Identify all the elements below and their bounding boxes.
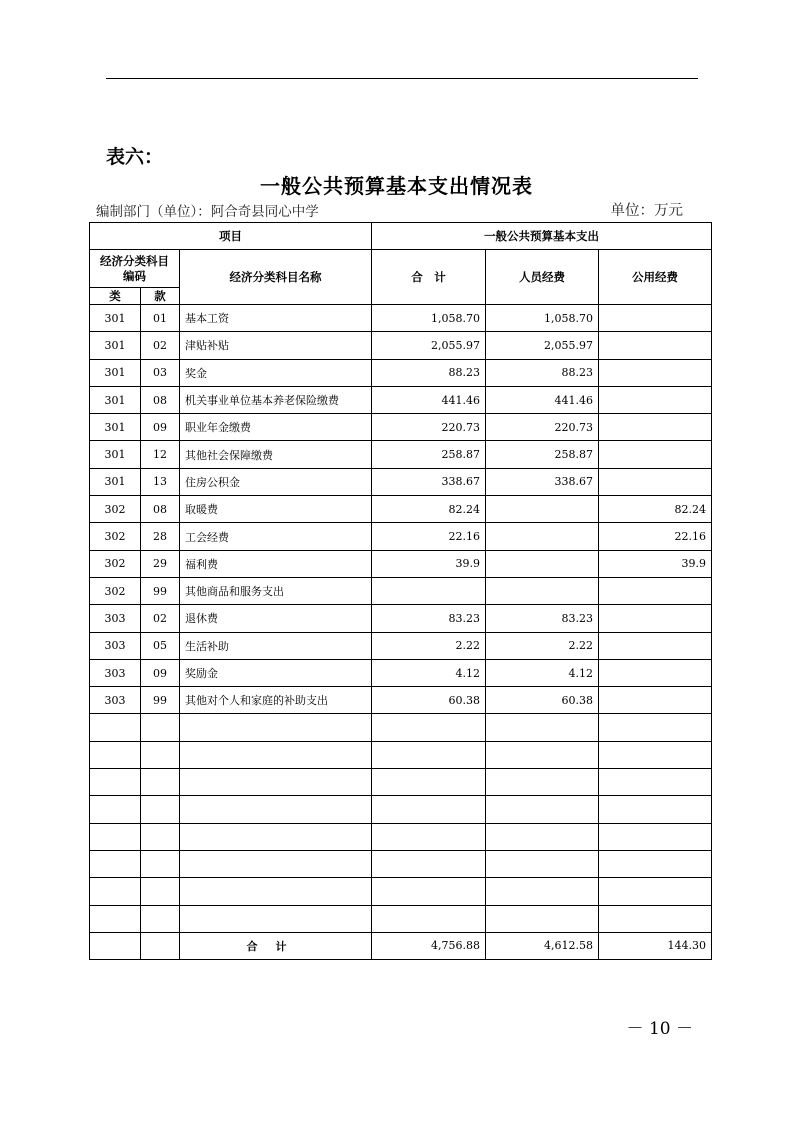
class-code-cell — [90, 741, 141, 768]
section-code-cell — [141, 796, 180, 823]
header-class: 类 — [90, 288, 141, 305]
table-row — [90, 850, 712, 877]
public-cell — [599, 878, 712, 905]
total-cell — [372, 769, 486, 796]
item-name-cell — [180, 878, 372, 905]
total-cell: 441.46 — [372, 386, 486, 413]
table-label: 表六： — [106, 146, 164, 168]
total-cell: 2,055.97 — [372, 332, 486, 359]
public-cell — [599, 468, 712, 495]
public-cell — [599, 741, 712, 768]
class-code-cell: 301 — [90, 305, 141, 332]
totals-blank-cell — [141, 932, 180, 959]
class-code-cell: 303 — [90, 687, 141, 714]
total-cell: 220.73 — [372, 414, 486, 441]
public-cell — [599, 359, 712, 386]
section-code-cell — [141, 850, 180, 877]
total-cell — [372, 878, 486, 905]
section-code-cell: 02 — [141, 605, 180, 632]
class-code-cell: 301 — [90, 332, 141, 359]
item-name-cell: 其他对个人和家庭的补助支出 — [180, 687, 372, 714]
header-code-group: 经济分类科目编码 — [90, 250, 180, 288]
total-cell: 39.9 — [372, 550, 486, 577]
total-cell — [372, 577, 486, 604]
personnel-cell: 60.38 — [486, 687, 599, 714]
item-name-cell: 奖金 — [180, 359, 372, 386]
section-code-cell: 29 — [141, 550, 180, 577]
header-personnel: 人员经费 — [486, 250, 599, 305]
public-cell — [599, 905, 712, 932]
header-name: 经济分类科目名称 — [180, 250, 372, 305]
personnel-cell: 2.22 — [486, 632, 599, 659]
total-cell — [372, 714, 486, 741]
section-code-cell: 08 — [141, 386, 180, 413]
table-row — [90, 796, 712, 823]
total-cell: 4.12 — [372, 659, 486, 686]
public-cell — [599, 796, 712, 823]
personnel-cell: 1,058.70 — [486, 305, 599, 332]
personnel-cell — [486, 850, 599, 877]
section-code-cell — [141, 878, 180, 905]
personnel-cell — [486, 823, 599, 850]
personnel-cell: 338.67 — [486, 468, 599, 495]
section-code-cell: 09 — [141, 659, 180, 686]
item-name-cell: 基本工资 — [180, 305, 372, 332]
section-code-cell: 99 — [141, 577, 180, 604]
personnel-cell — [486, 796, 599, 823]
total-cell: 338.67 — [372, 468, 486, 495]
public-cell — [599, 769, 712, 796]
table-row — [90, 878, 712, 905]
table-row — [90, 496, 712, 523]
table-row — [90, 659, 712, 686]
table-row — [90, 714, 712, 741]
header-row-2 — [90, 250, 712, 288]
total-cell — [372, 823, 486, 850]
section-code-cell: 01 — [141, 305, 180, 332]
item-name-cell — [180, 850, 372, 877]
table-row — [90, 905, 712, 932]
total-cell — [372, 905, 486, 932]
class-code-cell — [90, 714, 141, 741]
section-code-cell: 99 — [141, 687, 180, 714]
document-title: 一般公共预算基本支出情况表 — [260, 174, 533, 198]
total-cell — [372, 741, 486, 768]
table-row — [90, 741, 712, 768]
table-row — [90, 769, 712, 796]
public-cell — [599, 850, 712, 877]
section-code-cell: 12 — [141, 441, 180, 468]
class-code-cell — [90, 769, 141, 796]
page-number: － 10 － — [626, 1019, 693, 1039]
section-code-cell — [141, 823, 180, 850]
item-name-cell: 其他商品和服务支出 — [180, 577, 372, 604]
class-code-cell: 302 — [90, 577, 141, 604]
table-row — [90, 305, 712, 332]
totals-label: 合计 — [180, 932, 372, 959]
total-cell: 82.24 — [372, 496, 486, 523]
total-cell: 22.16 — [372, 523, 486, 550]
total-cell — [372, 796, 486, 823]
personnel-cell: 88.23 — [486, 359, 599, 386]
personnel-cell — [486, 523, 599, 550]
item-name-cell: 工会经费 — [180, 523, 372, 550]
public-cell — [599, 386, 712, 413]
table-row — [90, 577, 712, 604]
table-row — [90, 414, 712, 441]
header-row-1 — [90, 223, 712, 250]
item-name-cell: 职业年金缴费 — [180, 414, 372, 441]
class-code-cell: 301 — [90, 441, 141, 468]
personnel-cell: 83.23 — [486, 605, 599, 632]
item-name-cell — [180, 796, 372, 823]
totals-blank-cell — [90, 932, 141, 959]
class-code-cell — [90, 905, 141, 932]
class-code-cell — [90, 850, 141, 877]
class-code-cell: 301 — [90, 414, 141, 441]
class-code-cell: 303 — [90, 632, 141, 659]
class-code-cell: 302 — [90, 550, 141, 577]
item-name-cell: 生活补助 — [180, 632, 372, 659]
budget-table — [89, 222, 712, 960]
public-cell — [599, 823, 712, 850]
header-public: 公用经费 — [599, 250, 712, 305]
header-item: 项目 — [90, 223, 372, 250]
personnel-cell — [486, 769, 599, 796]
class-code-cell — [90, 878, 141, 905]
item-name-cell: 退休费 — [180, 605, 372, 632]
section-code-cell: 02 — [141, 332, 180, 359]
public-cell — [599, 577, 712, 604]
item-name-cell: 其他社会保障缴费 — [180, 441, 372, 468]
class-code-cell — [90, 823, 141, 850]
item-name-cell: 住房公积金 — [180, 468, 372, 495]
table-row — [90, 823, 712, 850]
table-row — [90, 605, 712, 632]
item-name-cell: 津贴补贴 — [180, 332, 372, 359]
table-row — [90, 687, 712, 714]
total-cell: 83.23 — [372, 605, 486, 632]
public-cell: 39.9 — [599, 550, 712, 577]
section-code-cell: 05 — [141, 632, 180, 659]
table-row — [90, 468, 712, 495]
public-cell: 82.24 — [599, 496, 712, 523]
table-row — [90, 359, 712, 386]
public-cell — [599, 305, 712, 332]
section-code-cell — [141, 741, 180, 768]
item-name-cell — [180, 714, 372, 741]
section-code-cell: 28 — [141, 523, 180, 550]
totals-personnel-cell: 4,612.58 — [486, 932, 599, 959]
section-code-cell — [141, 905, 180, 932]
table-row — [90, 332, 712, 359]
section-code-cell: 03 — [141, 359, 180, 386]
public-cell — [599, 414, 712, 441]
class-code-cell: 301 — [90, 359, 141, 386]
item-name-cell — [180, 823, 372, 850]
total-cell — [372, 850, 486, 877]
public-cell — [599, 441, 712, 468]
header-expenditure: 一般公共预算基本支出 — [372, 223, 712, 250]
public-cell — [599, 632, 712, 659]
class-code-cell: 301 — [90, 386, 141, 413]
item-name-cell: 福利费 — [180, 550, 372, 577]
personnel-cell: 4.12 — [486, 659, 599, 686]
header-rule — [106, 78, 698, 79]
class-code-cell: 301 — [90, 468, 141, 495]
public-cell — [599, 687, 712, 714]
personnel-cell: 441.46 — [486, 386, 599, 413]
table-row — [90, 550, 712, 577]
totals-total-cell: 4,756.88 — [372, 932, 486, 959]
class-code-cell: 302 — [90, 496, 141, 523]
section-code-cell — [141, 769, 180, 796]
item-name-cell: 取暖费 — [180, 496, 372, 523]
table-row — [90, 441, 712, 468]
item-name-cell — [180, 905, 372, 932]
organization-line: 编制部门（单位）：阿合奇县同心中学 — [96, 204, 319, 220]
totals-row — [90, 932, 712, 959]
public-cell — [599, 332, 712, 359]
total-cell: 1,058.70 — [372, 305, 486, 332]
total-cell: 60.38 — [372, 687, 486, 714]
total-cell: 2.22 — [372, 632, 486, 659]
table-row — [90, 386, 712, 413]
public-cell: 22.16 — [599, 523, 712, 550]
item-name-cell: 奖励金 — [180, 659, 372, 686]
table-row — [90, 632, 712, 659]
item-name-cell — [180, 741, 372, 768]
header-total: 合 计 — [372, 250, 486, 305]
public-cell — [599, 714, 712, 741]
personnel-cell — [486, 714, 599, 741]
personnel-cell — [486, 550, 599, 577]
unit-line: 单位：万元 — [610, 203, 683, 219]
personnel-cell: 220.73 — [486, 414, 599, 441]
class-code-cell: 303 — [90, 659, 141, 686]
personnel-cell — [486, 905, 599, 932]
personnel-cell — [486, 577, 599, 604]
public-cell — [599, 659, 712, 686]
personnel-cell — [486, 741, 599, 768]
item-name-cell: 机关事业单位基本养老保险缴费 — [180, 386, 372, 413]
header-section: 款 — [141, 288, 180, 305]
public-cell — [599, 605, 712, 632]
personnel-cell — [486, 496, 599, 523]
item-name-cell — [180, 769, 372, 796]
totals-public-cell: 144.30 — [599, 932, 712, 959]
personnel-cell: 258.87 — [486, 441, 599, 468]
class-code-cell: 303 — [90, 605, 141, 632]
class-code-cell — [90, 796, 141, 823]
section-code-cell: 13 — [141, 468, 180, 495]
total-cell: 258.87 — [372, 441, 486, 468]
total-cell: 88.23 — [372, 359, 486, 386]
personnel-cell: 2,055.97 — [486, 332, 599, 359]
personnel-cell — [486, 878, 599, 905]
section-code-cell — [141, 714, 180, 741]
table-row — [90, 523, 712, 550]
section-code-cell: 09 — [141, 414, 180, 441]
section-code-cell: 08 — [141, 496, 180, 523]
class-code-cell: 302 — [90, 523, 141, 550]
